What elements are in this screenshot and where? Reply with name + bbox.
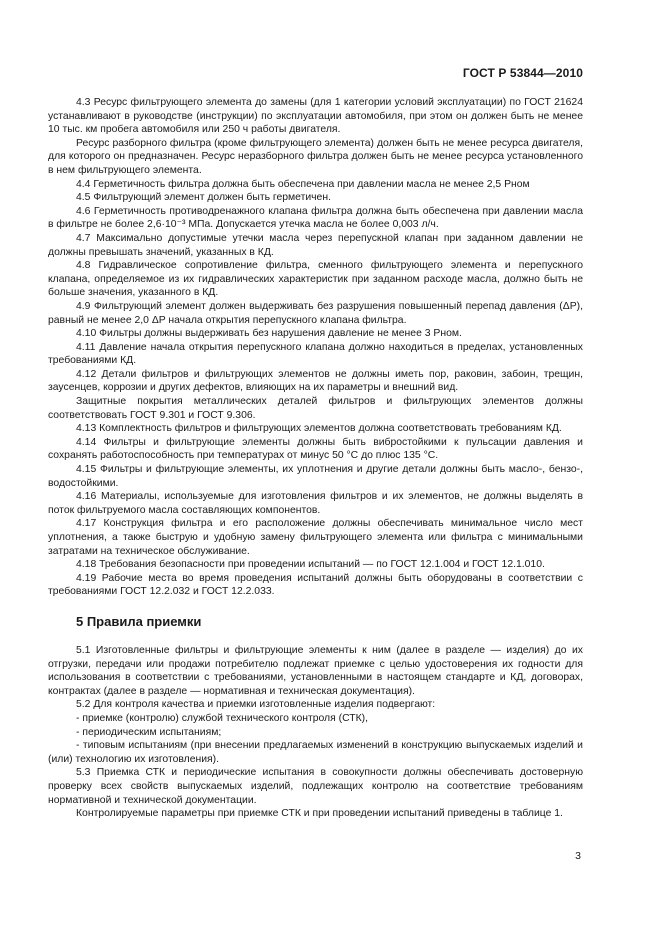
paragraph-4-14: 4.14 Фильтры и фильтрующие элементы должны быть вибростойкими к пульсации давления и сохранять работоспособность при температурах от минус 50 °С до плюс 135 °С. <box>48 436 583 462</box>
paragraph-4-8: 4.8 Гидравлическое сопротивление фильтра, сменного фильтрующего элемента и перепускного клапана, определяемое из их гидравлических характеристик при заданном расходе масла, должно быть не больше значения, указанного в КД. <box>48 260 583 299</box>
paragraph-4-6: 4.6 Герметичность противодренажного клапана фильтра должна быть обеспечена при давлении масла в фильтре не более 2,6·10⁻³ МПа. Допускается утечка масла не более 0,003 л/ч. <box>48 205 583 231</box>
paragraph-4-9: 4.9 Фильтрующий элемент должен выдерживать без разрушения повышенный перепад давления (ΔP), равный не менее 2,0 ΔP начала открытия перепускного клапана фильтра. <box>48 300 583 326</box>
list-item: - приемке (контролю) службой технического контроля (СТК), <box>76 712 368 724</box>
paragraph-4-12: 4.12 Детали фильтров и фильтрующих элементов не должны иметь пор, раковин, забоин, трещин, заусенцев, коррозии и других дефектов, влияющих на их параметры и внешний вид. <box>48 368 583 394</box>
paragraph-4-17: 4.17 Конструкция фильтра и его расположение должны обеспечивать минимальное число мест уплотнения, а также быструю и удобную замену фильтрующего элемента или фильтра с минимальными затратами на техническое обслуживание. <box>48 518 583 557</box>
paragraph-4-10: 4.10 Фильтры должны выдерживать без нарушения давление не менее 3 Pном. <box>76 328 462 340</box>
list-item: - периодическим испытаниям; <box>76 726 222 738</box>
list-item: - типовым испытаниям (при внесении предлагаемых изменений в конструкцию выпускаемых изделий и (или) технологию их изготовления). <box>48 740 583 765</box>
paragraph-4-18: 4.18 Требования безопасности при проведении испытаний — по ГОСТ 12.1.004 и ГОСТ 12.1.010. <box>76 559 545 571</box>
paragraph-4-4: 4.4 Герметичность фильтра должна быть обеспечена при давлении масла не менее 2,5 Pном <box>76 178 530 190</box>
paragraph-4-3-cont: Ресурс разборного фильтра (кроме фильтрующего элемента) должен быть не менее ресурса двигателя, для которого он предназначен. Ресурс неразборного фильтра должен быть не менее ресурса установленного в нем фильтрующего элемента. <box>48 137 583 176</box>
section-5-title: 5 Правила приемки <box>76 613 202 629</box>
paragraph-4-13: 4.13 Комплектность фильтров и фильтрующих элементов должна соответствовать требованиям КД. <box>76 423 562 435</box>
paragraph-4-15: 4.15 Фильтры и фильтрующие элементы, их уплотнения и другие детали должны быть масло-, бензо-, водостойкими. <box>48 464 583 489</box>
paragraph-5-2: 5.2 Для контроля качества и приемки изготовленные изделия подвергают: <box>76 699 436 711</box>
paragraph-4-3: 4.3 Ресурс фильтрующего элемента до замены (для 1 категории условий эксплуатации) по ГОСТ 21624 устанавливают в руководстве (инструкции) по эксплуатации автомобиля, при этом он должен быть не менее 10 тыс. км пробега автомобиля или 250 ч работы двигателя. <box>48 97 583 136</box>
paragraph-5-3-cont: Контролируемые параметры при приемке СТК и при проведении испытаний приведены в таблице 1. <box>76 808 563 820</box>
page-number: 3 <box>575 850 581 862</box>
paragraph-4-5: 4.5 Фильтрующий элемент должен быть герметичен. <box>76 192 331 204</box>
document-header: ГОСТ Р 53844—2010 <box>462 66 583 80</box>
paragraph-4-19: 4.19 Рабочие места во время проведения испытаний должны быть оборудованы в соответствии с требованиями ГОСТ 12.2.032 и ГОСТ 12.2.033. <box>48 572 583 598</box>
paragraph-4-12-cont: Защитные покрытия металлических деталей фильтров и фильтрующих элементов должны соответствовать ГОСТ 9.301 и ГОСТ 9.306. <box>48 396 583 421</box>
paragraph-4-16: 4.16 Материалы, используемые для изготовления фильтров и их элементов, не должны выделять в поток фильтруемого масла составляющих компонентов. <box>48 491 583 516</box>
document-body <box>48 96 583 821</box>
section-4-requirements <box>48 96 583 599</box>
paragraph-4-11: 4.11 Давление начала открытия перепускного клапана должно находиться в пределах, установленных требованиями КД. <box>48 341 583 367</box>
paragraph-5-1: 5.1 Изготовленные фильтры и фильтрующие элементы к ним (далее в разделе — изделия) до их отгрузки, передачи или продажи потребителю подлежат приемке с целью удостоверения их годности для использования в соответствии с требованиями, установленными в настоящем стандарте и КД, договорах, контрактах (далее в разделе — нормативная и техническая документация). <box>48 644 583 697</box>
section-5-acceptance-rules <box>48 644 583 821</box>
paragraph-5-3: 5.3 Приемка СТК и периодические испытания в совокупности должны обеспечивать достоверную проверку всех свойств выпускаемых изделий, подлежащих контролю на соответствие требованиям нормативной и технической документации. <box>48 767 583 806</box>
paragraph-4-7: 4.7 Максимально допустимые утечки масла через перепускной клапан при заданном давлении не должны превышать значений, указанных в КД. <box>48 232 583 258</box>
